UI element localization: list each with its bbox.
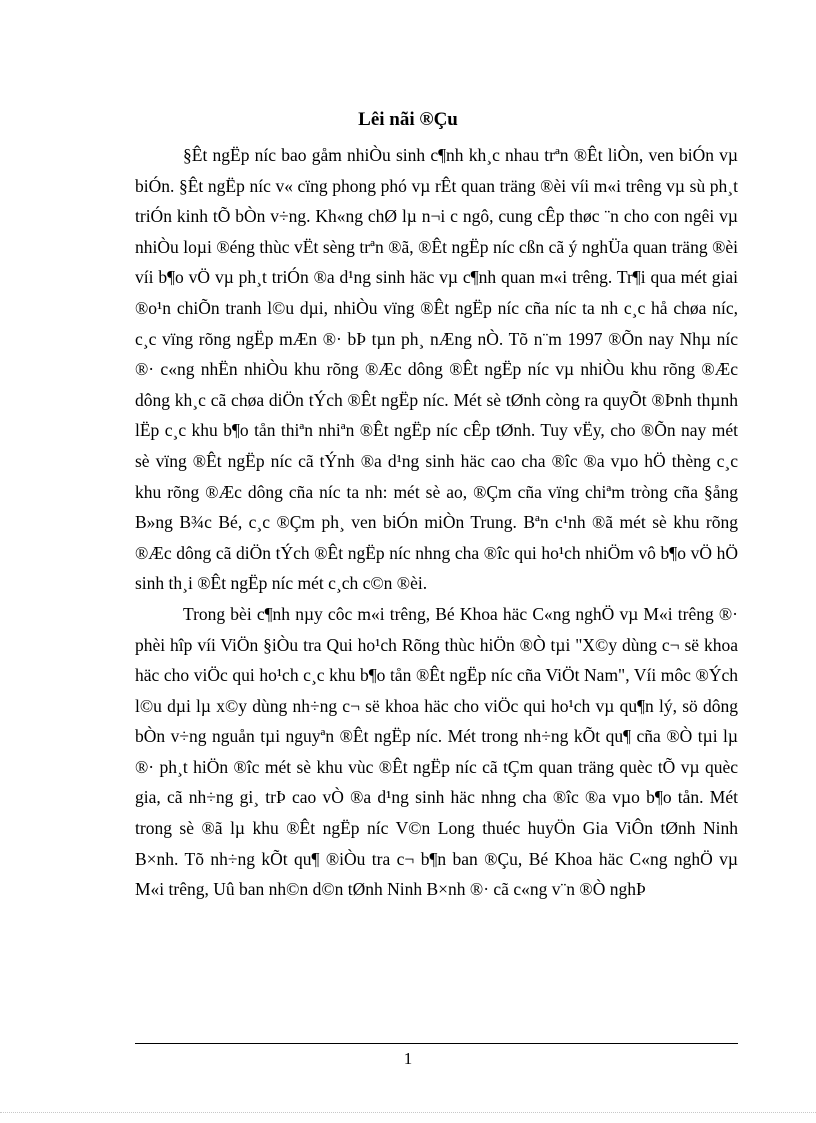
footer-divider [135,1043,738,1044]
page-number: 1 [403,1049,413,1068]
document-title: Lêi nãi ®Çu [358,109,458,130]
document-body [135,140,738,905]
page-break-line [0,1112,816,1113]
paragraph-1: §Êt ngËp níc bao gåm nhiÒu sinh c¶nh kh¸c nhau trªn ®Êt liÒn, ven biÓn vµ biÓn. §Êt ngËp níc v« cïng phong phó vµ rÊt quan träng ®èi víi m«i trêng vµ sù ph¸t triÓn kinh tÕ bÒn v÷ng. Kh«ng chØ lµ n¬i c ngô, cung cÊp thøc ¨n cho con ngêi vµ nhiÒu loµi ®éng thùc vËt sèng trªn ®ã, ®Êt ngËp níc cßn cã ý nghÜa quan träng ®èi víi b¶o vÖ vµ ph¸t triÓn ®a d¹ng sinh häc vµ c¶nh quan m«i trêng. Tr¶i qua mét giai ®o¹n chiÕn tranh l©u dµi, nhiÒu vïng ®Êt ngËp níc cña níc ta nh c¸c hå chøa níc, c¸c vïng rõng ngËp mÆn ®· bÞ tµn ph¸ nÆng nÒ. Tõ n¨m 1997 ®Õn nay Nhµ níc ®· c«ng nhËn nhiÒu khu rõng ®Æc dông ®Êt ngËp níc vµ nhiÒu khu rõng ®Æc dông kh¸c cã chøa diÖn tÝch ®Êt ngËp níc. Mét sè tØnh còng ra quyÕt ®Þnh thµnh lËp c¸c khu b¶o tån thiªn nhiªn ®Êt ngËp níc cÊp tØnh. Tuy vËy, cho ®Õn nay mét sè vïng ®Êt ngËp níc cã tÝnh ®a d¹ng sinh häc cao cha ®îc ®a vµo hÖ thèng c¸c khu rõng ®Æc dông cña níc ta nh: mét sè ao, ®Çm cña vïng chiªm tròng cña §ång B»ng B¾c Bé, c¸c ®Çm ph¸ ven biÓn miÒn Trung. Bªn c¹nh ®ã mét sè khu rõng ®Æc dông cã diÖn tÝch ®Êt ngËp níc nhng cha ®îc qui ho¹ch nhiÖm vô b¶o vÖ hÖ sinh th¸i ®Êt ngËp níc mét c¸ch c©n ®èi. [135,145,738,594]
paragraph-2: Trong bèi c¶nh nµy côc m«i trêng, Bé Khoa häc C«ng nghÖ vµ M«i trêng ®· phèi hîp víi ViÖn §iÒu tra Qui ho¹ch Rõng thùc hiÖn ®Ò tµi "X©y dùng c¬ së khoa häc cho viÖc qui ho¹ch c¸c khu b¶o tån ®Êt ngËp níc cña ViÖt Nam", Víi môc ®Ých l©u dµi lµ x©y dùng nh÷ng c¬ së khoa häc cho viÖc qui ho¹ch vµ qu¶n lý, sö dông bÒn v÷ng nguån tµi nguyªn ®Êt ngËp níc. Mét trong nh÷ng kÕt qu¶ cña ®Ò tµi lµ ®· ph¸t hiÖn ®îc mét sè khu vùc ®Êt ngËp níc cã tÇm quan träng quèc tÕ vµ quèc gia, cã nh÷ng gi¸ trÞ cao vÒ ®a d¹ng sinh häc nhng cha ®îc ®a vµo b¶o tån. Mét trong sè ®ã lµ khu ®Êt ngËp níc V©n Long thuéc huyÖn Gia ViÔn tØnh Ninh B×nh. Tõ nh÷ng kÕt qu¶ ®iÒu tra c¬ b¶n ban ®Çu, Bé Khoa häc C«ng nghÖ vµ M«i trêng, Uû ban nh©n d©n tØnh Ninh B×nh ®· cã c«ng v¨n ®Ò nghÞ [135,603,738,900]
